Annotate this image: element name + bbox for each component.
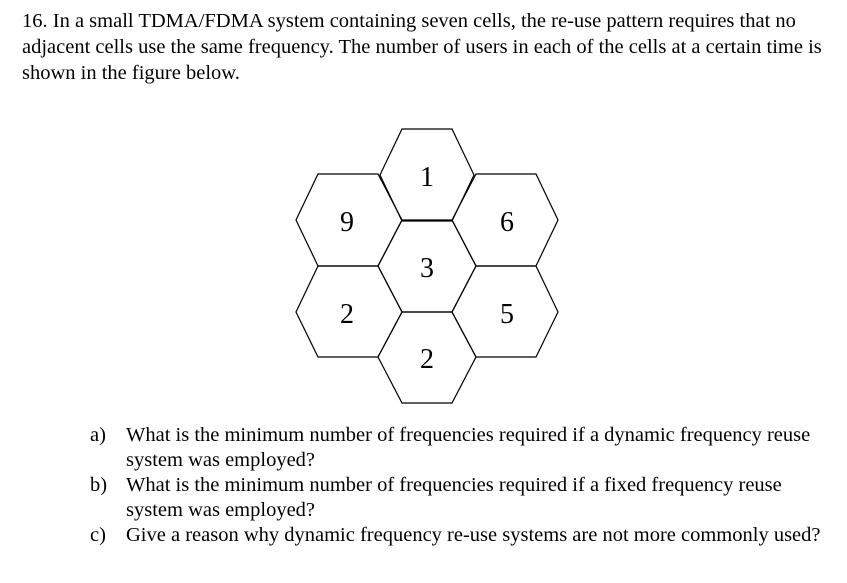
cell-bottom-users: 2 xyxy=(420,344,434,375)
problem-statement: 16. In a small TDMA/FDMA system containing seven cells, the re-use pattern requires that no adjacent cells use the same frequency. The number of users in each of the cells at a certain time is shown in the figure below. xyxy=(22,10,822,84)
question-letter: a) xyxy=(90,424,106,446)
cell-center-users: 3 xyxy=(420,253,434,284)
question-list xyxy=(90,423,830,548)
question-text: What is the minimum number of frequencies required if a dynamic frequency reuse system was employed? xyxy=(126,424,811,471)
question-text: What is the minimum number of frequencies required if a fixed frequency reuse system was employed? xyxy=(126,474,782,521)
cell-lower-right-users: 5 xyxy=(500,299,514,330)
question-letter: b) xyxy=(90,474,108,496)
question-item xyxy=(90,473,830,523)
cell-upper-left-users: 9 xyxy=(340,207,354,238)
question-item xyxy=(90,423,830,473)
question-text: Give a reason why dynamic frequency re-use systems are not more commonly used? xyxy=(126,524,821,546)
cell-lower-left-users: 2 xyxy=(340,299,354,330)
cell-upper-right-users: 6 xyxy=(500,207,514,238)
cell-top-users: 1 xyxy=(420,162,434,193)
question-letter: c) xyxy=(90,524,106,546)
question-item xyxy=(90,523,830,548)
